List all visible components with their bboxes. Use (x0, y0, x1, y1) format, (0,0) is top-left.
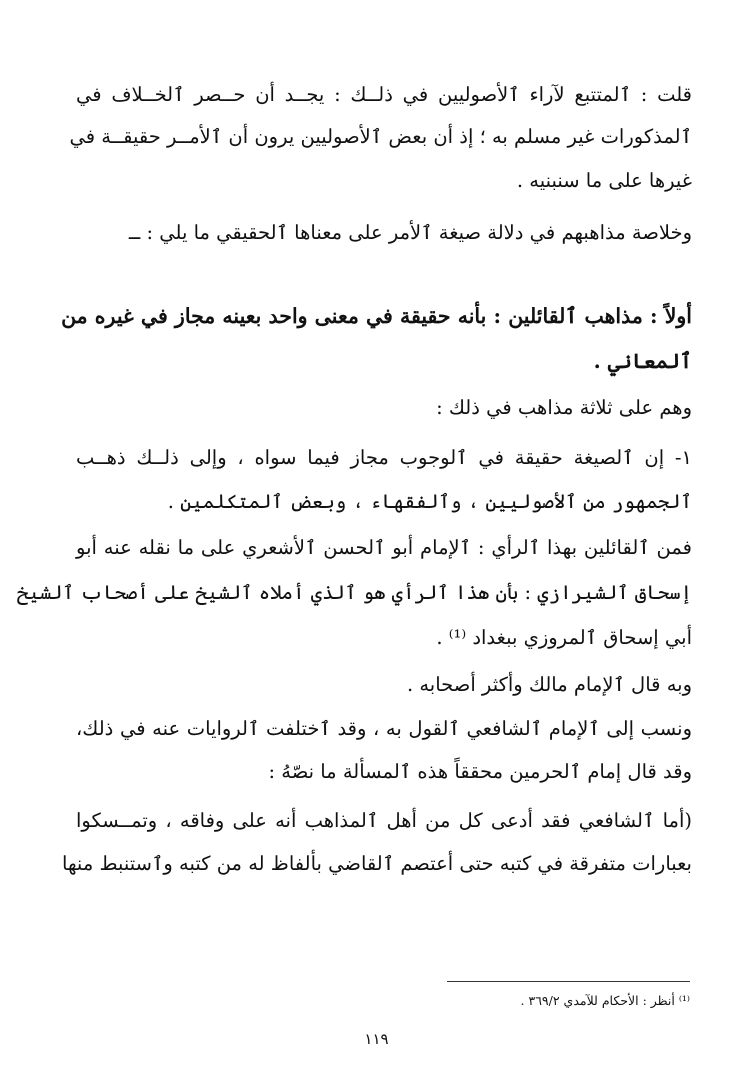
text-line-8: ١- إن ٱلصيغة حقيقة في ٱلوجوب مجاز فيما سواه ، وإلى ذلــك ذهــب (76, 446, 692, 469)
text-line-15: وقد قال إمام ٱلحرمين محققاً هذه ٱلمسألة ما نصّهُ : (268, 760, 692, 783)
text-line-17: بعبارات متفرقة في كتبه حتى أعتصم ٱلقاضي بألفاظ له من كتبه وٱستنبط منها (62, 852, 692, 875)
text-line-14: ونسب إلى ٱلإمام ٱلشافعي ٱلقول به ، وقد ٱختلفت ٱلروايات عنه في ذلك، (76, 717, 692, 740)
text-line-3: غيرها على ما سنبنيه . (516, 169, 692, 192)
text-line-4: وخلاصة مذاهبهم في دلالة صيغة ٱلأمر على معناها ٱلحقيقي ما يلي : ــ (128, 221, 692, 244)
footnote-separator (447, 981, 690, 982)
section-heading-line-1: أولاً : مذاهب ٱلقائلين : بأنه حقيقة في معنى واحد بعينه مجاز في غيره من (61, 304, 692, 328)
text-line-7: وهم على ثلاثة مذاهب في ذلك : (436, 396, 692, 419)
text-line-16: (أما ٱلشافعي فقد أدعى كل من أهل ٱلمذاهب أنه على وفاقه ، وتمــسكوا (76, 809, 692, 832)
text-line-11: إسحاق ٱلشيرازي : بأن هذا ٱلرأي هو ٱلذي أملاه ٱلشيخ على أصحاب ٱلشيخ (16, 581, 692, 604)
text-line-1: قلت : ٱلمتتبع لآراء ٱلأصوليين في ذلــك : يجــد أن حــصر ٱلخــلاف في (76, 83, 692, 106)
footnote: ⁽¹⁾ أنظر : الأحكام للآمدي ٣٦٩/٢ . (520, 993, 690, 1008)
section-heading-line-2: ٱلمعاني . (593, 349, 692, 373)
text-line-9: ٱلجمهور من ٱلأصوليين ، وٱلفقهاء ، وبعض ٱلمتكلمين . (167, 490, 692, 513)
text-line-12: أبي إسحاق ٱلمروزي ببغداد ⁽¹⁾ . (436, 626, 692, 649)
text-line-2: ٱلمذكورات غير مسلم به ؛ إذ أن بعض ٱلأصوليين يرون أن ٱلأمــر حقيقــة في (69, 125, 692, 148)
text-line-10: فمن ٱلقائلين بهذا ٱلرأي : ٱلإمام أبو ٱلحسن ٱلأشعري على ما نقله عنه أبو (76, 536, 692, 559)
page-number: ١١٩ (364, 1030, 389, 1048)
text-line-13: وبه قال ٱلإمام مالك وأكثر أصحابه . (406, 673, 692, 696)
